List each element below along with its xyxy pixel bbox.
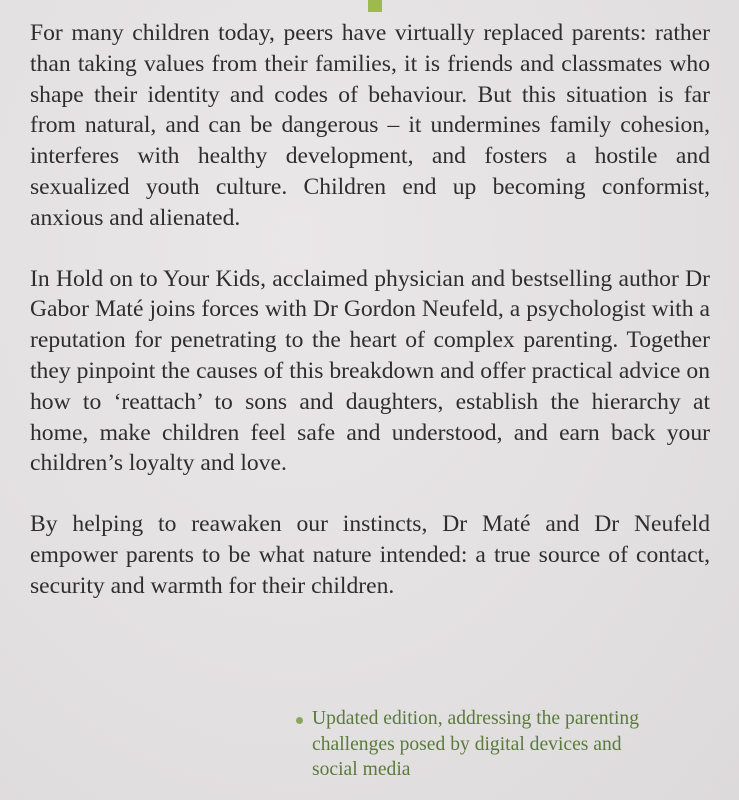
feature-bullet xyxy=(296,706,656,783)
bullet-dot-icon xyxy=(296,717,303,724)
blurb-paragraph-1: For many children today, peers have virtually replaced parents: rather than taking values from their families, it is friends and classmates who shape their identity and codes of behaviour. But this situation is far from natural, and can be dangerous – it undermines family cohesion, interferes with healthy development, and fosters a hostile and sexualized youth culture. Children end up becoming conformist, anxious and alienated. xyxy=(30,20,710,231)
blurb-paragraph-2: In Hold on to Your Kids, acclaimed physician and bestselling author Dr Gabor Maté joins forces with Dr Gordon Neufeld, a psychologist with a reputation for penetrating to the heart of complex parenting. Together they pinpoint the causes of this breakdown and offer practical advice on how to ‘reattach’ to sons and daughters, establish the hierarchy at home, make children feel safe and understood, and earn back your children’s loyalty and love. xyxy=(30,265,710,477)
feature-bullet-text: Updated edition, addressing the parenting challenges posed by digital devices and social media xyxy=(312,708,640,780)
blurb-paragraph-3: By helping to reawaken our instincts, Dr Maté and Dr Neufeld empower parents to be what nature intended: a true source of contact, security and warmth for their children. xyxy=(30,511,710,599)
back-cover-blurb xyxy=(30,18,710,602)
top-accent-bar xyxy=(368,0,382,12)
